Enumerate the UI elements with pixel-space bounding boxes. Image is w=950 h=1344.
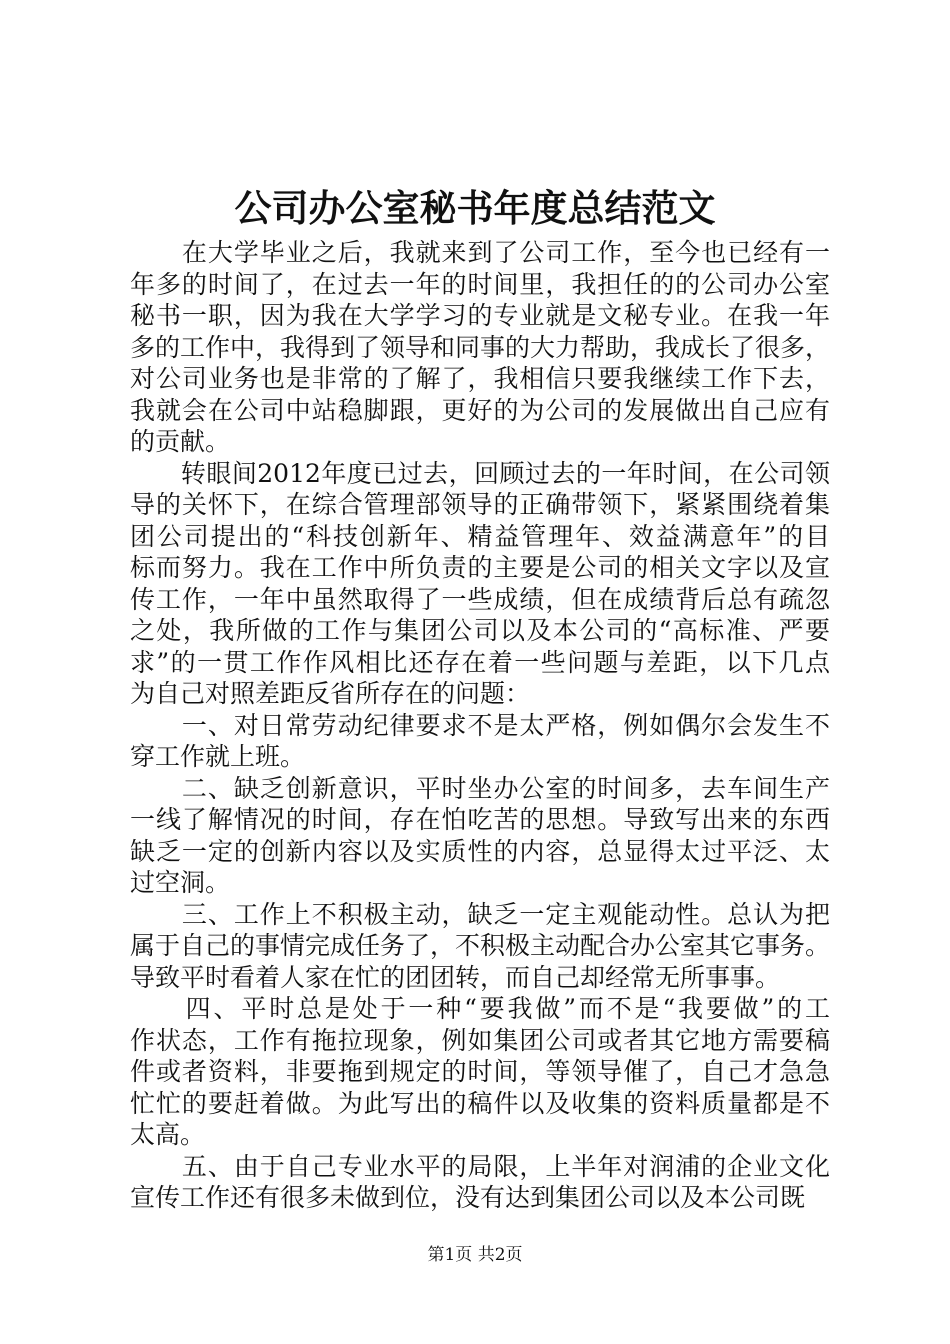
document-title: 公司办公室秘书年度总结范文 xyxy=(234,186,716,230)
paragraph xyxy=(130,458,830,710)
text-line: 五、由于自己专业水平的局限，上半年对润浦的企业文化 xyxy=(130,1151,830,1181)
page-footer: 第1页 共2页 xyxy=(427,1245,523,1265)
text-line: 作状态，工作有拖拉现象，例如集团公司或者其它地方需要稿 xyxy=(130,1025,830,1055)
text-line: 我就会在公司中站稳脚跟，更好的为公司的发展做出自己应有 xyxy=(130,395,830,425)
text-line: 穿工作就上班。 xyxy=(130,742,306,771)
text-line: 导的关怀下，在综合管理部领导的正确带领下，紧紧围绕着集 xyxy=(130,490,830,519)
text-line: 一线了解情况的时间，存在怕吃苦的思想。导致写出来的东西 xyxy=(130,805,830,834)
paragraph xyxy=(130,993,830,1151)
text-line: 忙忙的要赶着做。为此写出的稿件以及收集的资料质量都是不 xyxy=(130,1088,830,1118)
paragraph xyxy=(130,710,830,773)
text-line: 标而努力。我在工作中所负责的主要是公司的相关文字以及宣 xyxy=(130,553,830,582)
text-line: 年多的时间了，在过去一年的时间里，我担任的的公司办公室 xyxy=(130,269,830,299)
text-line: 传工作，一年中虽然取得了一些成绩，但在成绩背后总有疏忽 xyxy=(130,584,830,614)
text-line: 导致平时看着人家在忙的团团转，而自己却经常无所事事。 xyxy=(130,962,781,992)
text-line: 属于自己的事情完成任务了，不积极主动配合办公室其它事务。 xyxy=(130,931,831,960)
document-body xyxy=(130,237,830,1214)
text-line: 之处，我所做的工作与集团公司以及本公司的“高标准、严要 xyxy=(130,616,830,645)
text-line: 缺乏一定的创新内容以及实质性的内容，总显得太过平泛、太 xyxy=(130,836,830,866)
text-line: 的贡献。 xyxy=(130,427,231,456)
text-line: 三、工作上不积极主动，缺乏一定主观能动性。总认为把 xyxy=(130,899,830,929)
paragraph xyxy=(130,899,830,994)
text-line: 四、平时总是处于一种“要我做”而不是“我要做”的工 xyxy=(130,994,830,1023)
text-line: 对公司业务也是非常的了解了，我相信只要我继续工作下去， xyxy=(130,364,830,393)
text-line: 团公司提出的“科技创新年、精益管理年、效益满意年”的目 xyxy=(130,521,830,551)
text-line: 转眼间2012年度已过去，回顾过去的一年时间，在公司领 xyxy=(130,458,830,488)
text-line: 秘书一职，因为我在大学学习的专业就是文秘专业。在我一年 xyxy=(130,301,830,330)
text-line: 二、缺乏创新意识，平时坐办公室的时间多，去车间生产 xyxy=(130,773,830,803)
text-line: 在大学毕业之后，我就来到了公司工作，至今也已经有一 xyxy=(130,238,830,267)
text-line: 一、对日常劳动纪律要求不是太严格，例如偶尔会发生不 xyxy=(130,710,830,740)
text-line: 过空洞。 xyxy=(130,868,231,897)
text-line: 宣传工作还有很多未做到位，没有达到集团公司以及本公司既 xyxy=(130,1183,806,1212)
text-line: 件或者资料，非要拖到规定的时间，等领导催了，自己才急急 xyxy=(130,1057,830,1086)
text-line: 太高。 xyxy=(130,1120,206,1149)
paragraph xyxy=(130,773,830,899)
text-line: 多的工作中，我得到了领导和同事的大力帮助，我成长了很多， xyxy=(130,332,831,362)
paragraph xyxy=(130,1151,830,1214)
text-line: 为自己对照差距反省所存在的问题： xyxy=(130,679,531,708)
paragraph xyxy=(130,237,830,458)
text-line: 求”的一贯工作作风相比还存在着一些问题与差距，以下几点 xyxy=(130,647,830,677)
